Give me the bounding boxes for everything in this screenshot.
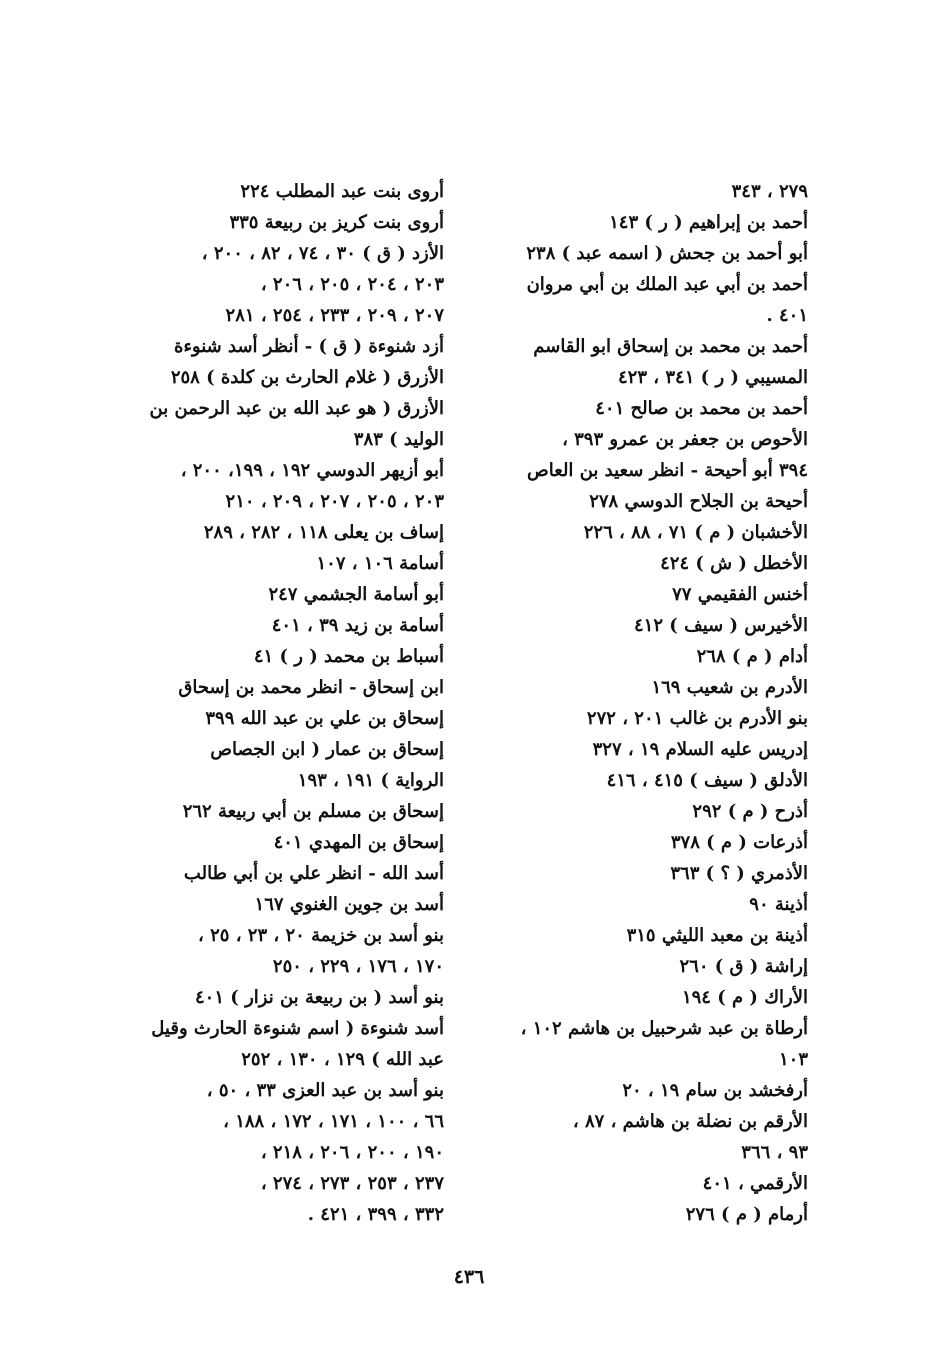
index-column-left xyxy=(144,176,444,1230)
index-entry-line: أرفخشد بن سام ١٩ ، ٢٠ xyxy=(622,1080,808,1101)
index-entry-line: ٩٣ ، ٣٦٦ xyxy=(741,1142,808,1163)
index-entry-line: إسحاق بن مسلم بن أبي ربيعة ٢٦٢ xyxy=(182,801,444,822)
index-entry-line: بنو الأدرم بن غالب ٢٠١ ، ٢٧٢ xyxy=(586,708,808,729)
index-entry-line: أدام ( م ) ٢٦٨ xyxy=(696,646,808,667)
index-entry-line: إساف بن يعلى ١١٨ ، ٢٨٢ ، ٢٨٩ xyxy=(203,522,444,543)
index-entry-line: أرمام ( م ) ٢٧٦ xyxy=(685,1204,808,1225)
index-entry-line: أحمد بن محمد بن صالح ٤٠١ xyxy=(595,398,808,419)
index-entry-line: الوليد ) ٣٨٣ xyxy=(353,429,444,450)
index-entry-line: ١٠٣ xyxy=(778,1049,808,1070)
index-entry-line: أذرح ( م ) ٢٩٢ xyxy=(692,801,808,822)
index-entry-line: أروى بنت عبد المطلب ٢٢٤ xyxy=(240,181,444,202)
index-entry-line: ٢٣٧ ، ٢٥٣ ، ٢٧٣ ، ٢٧٤ ، xyxy=(260,1173,444,1194)
index-entry-line: أزد شنوءة ( ق ) - أنظر أسد شنوءة xyxy=(174,336,444,357)
index-entry-line: أحمد بن إبراهيم ( ر ) ١٤٣ xyxy=(609,212,808,233)
index-entry-line: أذرعات ( م ) ٣٧٨ xyxy=(670,832,808,853)
page-number: ٤٣٦ xyxy=(453,1266,485,1288)
index-entry-line: الأرقمي ، ٤٠١ xyxy=(702,1173,808,1194)
index-entry-line: ٣٣٢ ، ٣٩٩ ، ٤٢١ . xyxy=(307,1204,444,1225)
index-entry-line: الأزرق ( هو عبد الله بن عبد الرحمن بن xyxy=(149,398,444,419)
index-entry-line: أحيحة بن الجلاح الدوسي ٢٧٨ xyxy=(589,491,808,512)
index-entry-line: ١٧٠ ، ١٧٦ ، ٢٢٩ ، ٢٥٠ xyxy=(272,956,444,977)
index-entry-line: أسامة ١٠٦ ، ١٠٧ xyxy=(316,553,444,574)
index-entry-line: أذينة بن معبد الليثي ٣١٥ xyxy=(626,925,808,946)
index-entry-line: إسحاق بن علي بن عبد الله ٣٩٩ xyxy=(205,708,444,729)
index-entry-line: أسامة بن زيد ٣٩ ، ٤٠١ xyxy=(271,615,444,636)
index-entry-line: الأزد ( ق ) ٣٠ ، ٧٤ ، ٨٢ ، ٢٠٠ ، xyxy=(201,243,444,264)
index-entry-line: أسباط بن محمد ( ر ) ٤١ xyxy=(253,646,444,667)
index-entry-line: ٢٠٧ ، ٢٠٩ ، ٢٣٣ ، ٢٥٤ ، ٢٨١ xyxy=(225,305,444,326)
index-entry-line: بنو أسد ( بن ربيعة بن نزار ) ٤٠١ xyxy=(195,987,444,1008)
index-entry-line: إسحاق بن المهدي ٤٠١ xyxy=(273,832,444,853)
index-entry-line: الأزرق ( غلام الحارث بن كلدة ) ٢٥٨ xyxy=(170,367,444,388)
index-entry-line: ١٩٠ ، ٢٠٠ ، ٢٠٦ ، ٢١٨ ، xyxy=(260,1142,444,1163)
index-entry-line: ٦٦ ، ١٠٠ ، ١٧١ ، ١٧٢ ، ١٨٨ ، xyxy=(223,1111,444,1132)
index-entry-line: الأراك ( م ) ١٩٤ xyxy=(681,987,808,1008)
index-entry-line: أسد بن جوين الغنوي ١٦٧ xyxy=(254,894,444,915)
index-entry-line: ٢٧٩ ، ٣٤٣ xyxy=(731,181,808,202)
index-entry-line: ٢٠٣ ، ٢٠٤ ، ٢٠٥ ، ٢٠٦ ، xyxy=(260,274,444,295)
index-entry-line: ٣٩٤ أبو أحيحة - انظر سعيد بن العاص xyxy=(527,460,808,481)
index-entry-line: الأخيرس ( سيف ) ٤١٢ xyxy=(634,615,808,636)
index-entry-line: أسد شنوءة ( اسم شنوءة الحارث وقيل xyxy=(151,1018,444,1039)
index-entry-line: بنو أسد بن خزيمة ٢٠ ، ٢٣ ، ٢٥ ، xyxy=(198,925,444,946)
index-entry-line: الأرقم بن نضلة بن هاشم ، ٨٧ ، xyxy=(572,1111,808,1132)
index-entry-line: ٤٠١ . xyxy=(766,305,808,326)
index-entry-line: أرطاة بن عبد شرحبيل بن هاشم ١٠٢ ، xyxy=(520,1018,808,1039)
index-entry-line: بنو أسد بن عبد العزى ٣٣ ، ٥٠ ، xyxy=(206,1080,444,1101)
index-entry-line: أبو أزيهر الدوسي ١٩٢ ، ١٩٩، ٢٠٠ ، xyxy=(180,460,444,481)
index-entry-line: إدريس عليه السلام ١٩ ، ٣٢٧ xyxy=(592,739,808,760)
index-entry-line: الأدرم بن شعيب ١٦٩ xyxy=(651,677,808,698)
index-entry-line: إراشة ( ق ) ٢٦٠ xyxy=(679,956,808,977)
index-entry-line: أذينة ٩٠ xyxy=(749,894,808,915)
index-entry-line: الأخشبان ( م ) ٧١ ، ٨٨ ، ٢٢٦ xyxy=(583,522,808,543)
index-entry-line: الأذمري ( ؟ ) ٣٦٣ xyxy=(670,863,808,884)
index-entry-line: أخنس الفقيمي ٧٧ xyxy=(672,584,808,605)
index-entry-line: الرواية ) ١٩١ ، ١٩٣ xyxy=(297,770,444,791)
index-entry-line: أبو أسامة الجشمي ٢٤٧ xyxy=(268,584,444,605)
index-entry-line: أحمد بن محمد بن إسحاق ابو القاسم xyxy=(533,336,808,357)
index-entry-line: المسيبي ( ر ) ٣٤١ ، ٤٢٣ xyxy=(618,367,808,388)
index-column-right xyxy=(508,176,808,1230)
index-entry-line: الأحوص بن جعفر بن عمرو ٣٩٣ ، xyxy=(562,429,808,450)
index-entry-line: الأدلق ( سيف ) ٤١٥ ، ٤١٦ xyxy=(606,770,808,791)
index-entry-line: عبد الله ) ١٢٩ ، ١٣٠ ، ٢٥٢ xyxy=(241,1049,444,1070)
index-entry-line: أسد الله - انظر علي بن أبي طالب xyxy=(183,863,444,884)
index-entry-line: أبو أحمد بن جحش ( اسمه عبد ) ٢٣٨ xyxy=(526,243,808,264)
index-entry-line: أروى بنت كريز بن ربيعة ٣٣٥ xyxy=(229,212,444,233)
index-entry-line: أحمد بن أبي عبد الملك بن أبي مروان xyxy=(526,274,808,295)
index-entry-line: الأخطل ( ش ) ٤٢٤ xyxy=(660,553,808,574)
index-entry-line: إسحاق بن عمار ( ابن الجصاص xyxy=(210,739,444,760)
index-entry-line: ٢٠٣ ، ٢٠٥ ، ٢٠٧ ، ٢٠٩ ، ٢١٠ xyxy=(225,491,444,512)
index-entry-line: ابن إسحاق - انظر محمد بن إسحاق xyxy=(178,677,444,698)
